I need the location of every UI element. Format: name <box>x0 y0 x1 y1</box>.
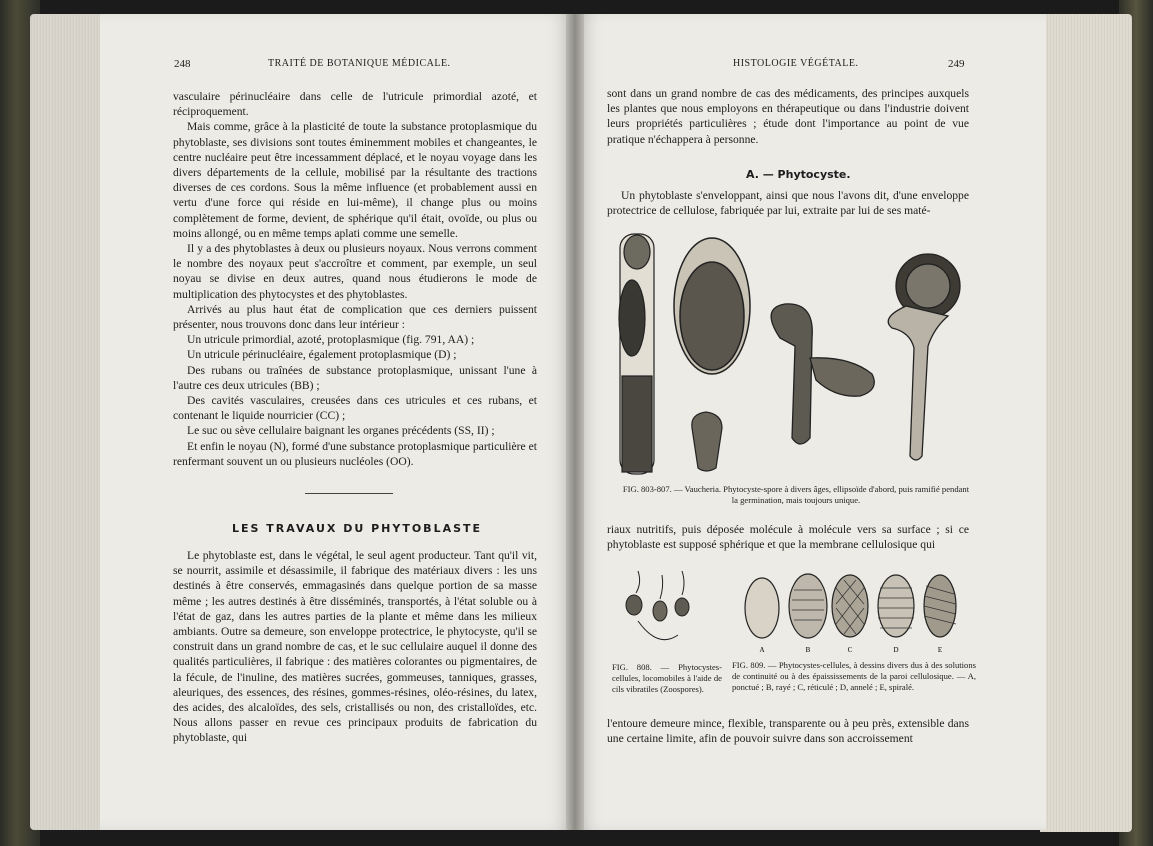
cell-wall-striate <box>789 574 827 638</box>
vaucheria-spore-2 <box>674 238 750 374</box>
subsection-title: A. — Phytocyste. <box>746 168 851 181</box>
right-bottom-text <box>607 716 969 746</box>
zoospore <box>653 601 667 621</box>
book-gutter <box>566 14 584 830</box>
page-edges-left <box>30 14 108 830</box>
vaucheria-spore-3 <box>692 412 722 471</box>
right-page-number: 249 <box>948 58 965 70</box>
figure-809-caption: FIG. 809. — Phytocystes-cellules, à dessins divers dus à des solutions de continuité ou à des épaississements de la paroi cellulosique. — A, ponctué ; B, rayé ; C, réticulé ; D, annelé ; E, spiralé. <box>732 660 976 692</box>
list-item: Et enfin le noyau (N), formé d'une substance protoplasmique particulière et renfermant souvent un ou plusieurs nucléoles (OO). <box>173 439 537 468</box>
vaucheria-spore-1 <box>619 234 654 474</box>
paragraph: Le phytoblaste est, dans le végétal, le seul agent producteur. Tant qu'il vit, se nourrit, assimile et désassimile, il fabrique des matériaux divers : les uns destinés à être conservés, emmagasinés dans quelque portion de sa masse même ; les autres destinés à être disséminés, transportés, à l'état soluble ou à l'état de gaz, dans les autres parties de la plante et même dans les milieux ambiants. Outre sa demeure, son enveloppe protectrice, le phytocyste, qu'il se construit dans un grand nombre de cas, et le suc cellulaire auquel il donne des qualités particulières, il fabrique : des matières colorantes ou pigmentaires, de la fécule, de l'inuline, des matières sucrées, gommeuses, tanniques, grasses, aleuriques, des essences, des résines, gommes-résines, oléo-résines, du latex, des acides, des alcaloïdes, des sels, cristallisés ou non, des cristalloïdes, etc. Nous allons passer en revue ces principaux produits de fabrication du phytoblaste, qui <box>173 549 537 745</box>
left-text-column <box>173 89 537 469</box>
paragraph: Un phytoblaste s'enveloppant, ainsi que nous l'avons dit, d'une enveloppe protectrice de cellulose, fabriquée par lui, extraite par lui de ses maté- <box>607 189 969 218</box>
section-divider <box>305 493 393 494</box>
paragraph: sont dans un grand nombre de cas des médicaments, des principes auxquels les plantes que nous employons en thérapeutique ou dans l'industrie doivent leurs propriétés particulières ; étude dont l'importance au point de vue pratique n'échappera à personne. <box>607 87 969 146</box>
vaucheria-spore-5 <box>888 254 960 460</box>
fig-label-c: C <box>847 646 853 654</box>
paragraph: vasculaire périnucléaire dans celle de l'utricule primordial azoté, et réciproquement. <box>173 90 537 119</box>
figure-807-caption: FIG. 803-807. — Vaucheria. Phytocyste-spore à divers âges, ellipsoïde d'abord, puis ramifié pendant la germination, mais toujours unique. <box>622 484 970 505</box>
cell-wall-spiral <box>924 575 956 637</box>
right-middle-text <box>607 522 969 552</box>
zoospore <box>675 598 689 616</box>
fig-label-e: E <box>937 646 943 654</box>
fig-label-a: A <box>759 646 765 654</box>
list-item: Des rubans ou traînées de substance protoplasmique, unissant l'une à l'autre ces deux utricules (BB) ; <box>173 363 537 392</box>
vaucheria-spore-4 <box>771 304 874 444</box>
right-top-text <box>607 86 969 147</box>
figure-cell-walls <box>738 572 958 656</box>
cell-wall-punctate <box>745 578 779 638</box>
paragraph: l'entoure demeure mince, flexible, transparente ou à peu près, extensible dans une certaine limite, afin de pouvoir suivre dans son accroissement <box>607 717 969 746</box>
paragraph: Il y a des phytoblastes à deux ou plusieurs noyaux. Nous verrons comment le nombre des noyaux peut s'accroître et comment, par exemple, un seul noyau se divise en deux autres, quand nous étudierons le mode de multiplication des phytocystes et des phytoblastes. <box>173 242 537 301</box>
right-subsection-text <box>607 188 969 218</box>
list-item: Des cavités vasculaires, creusées dans ces utricules et ces rubans, et contenant le liquide nourricier (CC) ; <box>173 394 537 423</box>
list-item: Le suc ou sève cellulaire baignant les organes précédents (SS, II) ; <box>187 424 495 438</box>
left-running-head: TRAITÉ DE BOTANIQUE MÉDICALE. <box>268 58 451 69</box>
fig-label-b: B <box>805 646 811 654</box>
zoospore <box>626 595 642 615</box>
paragraph: Mais comme, grâce à la plasticité de toute la substance protoplasmique du phytoblaste, ses divisions sont toutes éminemment mobiles et changeantes, le centre nucléaire peut être incessamment déplacé, et le noyau voyage dans les divers départements de la cellule, mobilisé par la résultante des tractions diverses de ces cordons. Sous la même influence (et probablement aussi en vertu d'une force qui réside en lui-même), il change plus ou moins complètement de forme, devient, de sphérique qu'il était, ovoïde, ou plus ou moins allongé, ou en même temps aplati comme une semelle. <box>173 120 537 240</box>
section-title: LES TRAVAUX DU PHYTOBLASTE <box>232 522 483 535</box>
right-running-head: HISTOLOGIE VÉGÉTALE. <box>733 58 859 69</box>
paragraph: riaux nutritifs, puis déposée molécule à molécule vers sa surface ; si ce phytoblaste est supposé sphérique et que la membrane cellulosique qui <box>607 523 969 552</box>
figure-vaucheria <box>610 228 970 480</box>
left-section-text <box>173 548 537 746</box>
list-item: Un utricule primordial, azoté, protoplasmique (fig. 791, AA) ; <box>187 333 475 347</box>
list-item: Un utricule périnucléaire, également protoplasmique (D) ; <box>187 348 457 362</box>
figure-808-caption: FIG. 808. — Phytocystes-cellules, locomobiles à l'aide de cils vibratiles (Zoospores). <box>612 662 722 694</box>
left-page-number: 248 <box>174 58 191 70</box>
page-edges-right <box>1040 14 1132 832</box>
figure-zoospores <box>618 565 702 655</box>
fig-label-d: D <box>893 646 899 654</box>
paragraph: Arrivés au plus haut état de complication que ces derniers puissent présenter, nous trouvons donc dans leur intérieur : <box>173 302 537 332</box>
